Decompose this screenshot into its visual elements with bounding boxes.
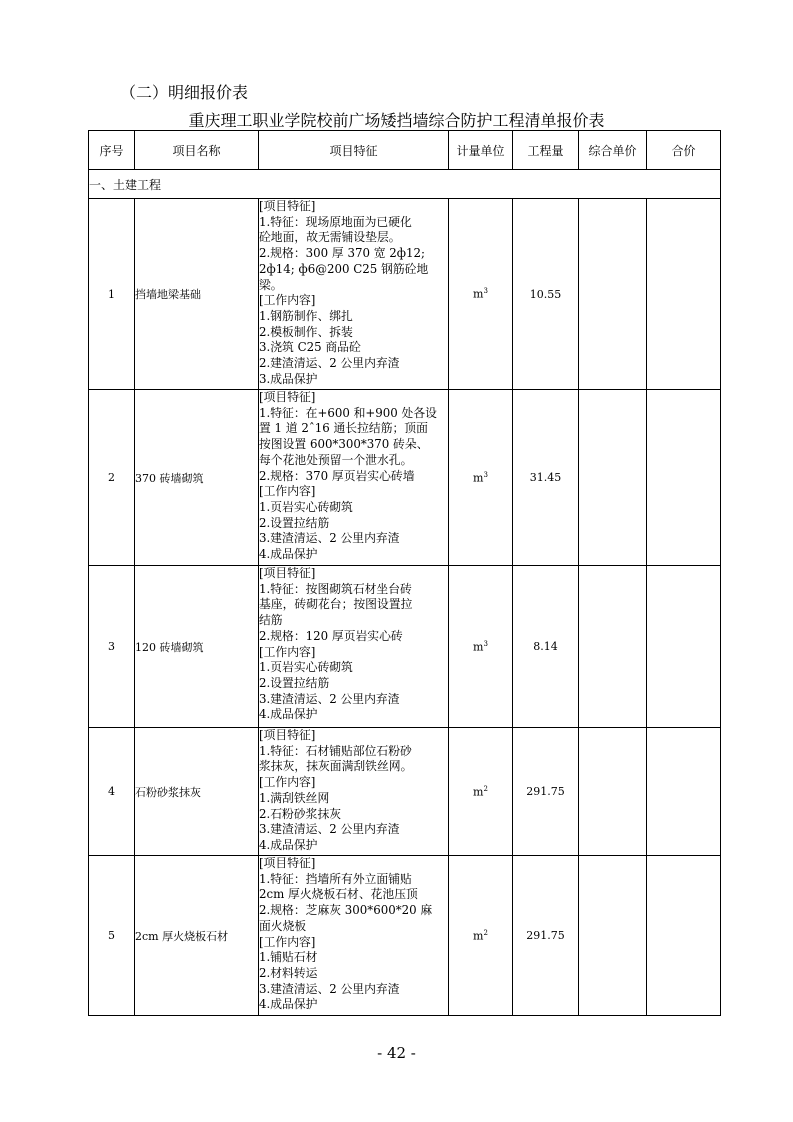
row-qty: 8.14 bbox=[513, 566, 579, 728]
row-unit bbox=[449, 390, 513, 566]
row-qty: 10.55 bbox=[513, 199, 579, 390]
unit-base: m bbox=[473, 785, 484, 799]
feature-line: 2cm 厚火烧板石材、花池压顶 bbox=[259, 887, 418, 902]
section-label: 一、土建工程 bbox=[89, 170, 721, 199]
feature-line: 1.特征：按图砌筑石材坐台砖 bbox=[259, 581, 412, 596]
row-seq: 3 bbox=[89, 566, 135, 728]
feature-line: 2.石粉砂浆抹灰 bbox=[259, 806, 342, 821]
unit-base: m bbox=[473, 640, 484, 654]
document-title: 重庆理工职业学院校前广场矮挡墙综合防护工程清单报价表 bbox=[188, 111, 605, 130]
feature-line: 4.成品保护 bbox=[259, 997, 318, 1012]
feature-line: 3.浇筑 C25 商品砼 bbox=[259, 340, 361, 355]
unit-base: m bbox=[473, 471, 484, 485]
row-feature bbox=[259, 728, 449, 856]
feature-line: 2.模板制作、拆装 bbox=[259, 324, 353, 339]
header-unit-price: 综合单价 bbox=[579, 131, 647, 170]
row-unit bbox=[449, 566, 513, 728]
feature-line: [项目特征] bbox=[259, 390, 316, 404]
feature-line: 1.特征：在+600 和+900 处各设 bbox=[259, 405, 437, 420]
feature-line: 2.规格：300 厚 370 宽 2ф12; bbox=[259, 246, 425, 261]
unit-exponent: 2 bbox=[483, 928, 488, 937]
feature-line: 2.规格：芝麻灰 300*600*20 麻 bbox=[259, 903, 433, 918]
feature-line: 2ф14; ф6@200 C25 钢筋砼地 bbox=[259, 261, 429, 276]
unit-base: m bbox=[473, 287, 484, 301]
table-row bbox=[89, 856, 721, 1016]
feature-line: 浆抹灰，抹灰面满刮铁丝网。 bbox=[259, 759, 413, 774]
row-name: 120 砖墙砌筑 bbox=[135, 566, 259, 728]
row-seq: 1 bbox=[89, 199, 135, 390]
row-total bbox=[647, 728, 721, 856]
table-header-row bbox=[89, 131, 721, 170]
feature-line: 3.成品保护 bbox=[259, 371, 318, 386]
feature-line: [项目特征] bbox=[259, 566, 316, 580]
feature-line: 2.材料转运 bbox=[259, 965, 318, 980]
feature-line: 1.页岩实心砖砌筑 bbox=[259, 499, 353, 514]
row-unit-price bbox=[579, 728, 647, 856]
unit-exponent: 2 bbox=[483, 784, 488, 793]
unit-exponent: 3 bbox=[483, 639, 488, 648]
row-total bbox=[647, 390, 721, 566]
feature-line: 面火烧板 bbox=[259, 918, 307, 933]
feature-line: 置 1 道 2ˆ16 通长拉结筋；顶面 bbox=[259, 421, 428, 436]
row-total bbox=[647, 566, 721, 728]
row-seq: 5 bbox=[89, 856, 135, 1016]
row-unit-price bbox=[579, 856, 647, 1016]
row-seq: 4 bbox=[89, 728, 135, 856]
row-feature bbox=[259, 856, 449, 1016]
row-unit bbox=[449, 199, 513, 390]
feature-line: 3.建渣清运、2 公里内弃渣 bbox=[259, 531, 400, 546]
header-total: 合价 bbox=[647, 131, 721, 170]
table-row bbox=[89, 566, 721, 728]
feature-line: [工作内容] bbox=[259, 644, 316, 659]
feature-line: [项目特征] bbox=[259, 856, 316, 870]
row-qty: 291.75 bbox=[513, 728, 579, 856]
feature-line: 2.建渣清运、2 公里内弃渣 bbox=[259, 356, 400, 371]
feature-line: 2.设置拉结筋 bbox=[259, 515, 330, 530]
section-heading: （二）明细报价表 bbox=[120, 83, 249, 102]
row-total bbox=[647, 856, 721, 1016]
feature-line: 2.规格：120 厚页岩实心砖 bbox=[259, 628, 403, 643]
feature-line: 3.建渣清运、2 公里内弃渣 bbox=[259, 981, 400, 996]
row-feature bbox=[259, 566, 449, 728]
feature-line: [工作内容] bbox=[259, 484, 316, 499]
row-name: 挡墙地梁基础 bbox=[135, 199, 259, 390]
feature-line: [工作内容] bbox=[259, 775, 316, 790]
unit-base: m bbox=[473, 929, 484, 943]
row-name: 370 砖墙砌筑 bbox=[135, 390, 259, 566]
feature-line: 每个花池处预留一个泄水孔。 bbox=[259, 452, 413, 467]
feature-line: [工作内容] bbox=[259, 293, 316, 308]
row-feature bbox=[259, 199, 449, 390]
feature-line: 4.成品保护 bbox=[259, 707, 318, 722]
table-row bbox=[89, 390, 721, 566]
table-row bbox=[89, 199, 721, 390]
header-qty: 工程量 bbox=[513, 131, 579, 170]
feature-line: 1.钢筋制作、绑扎 bbox=[259, 308, 353, 323]
feature-line: 3.建渣清运、2 公里内弃渣 bbox=[259, 822, 400, 837]
unit-exponent: 3 bbox=[483, 470, 488, 479]
row-name: 石粉砂浆抹灰 bbox=[135, 728, 259, 856]
row-unit bbox=[449, 728, 513, 856]
row-unit-price bbox=[579, 390, 647, 566]
feature-line: 1.页岩实心砖砌筑 bbox=[259, 660, 353, 675]
row-total bbox=[647, 199, 721, 390]
header-name: 项目名称 bbox=[135, 131, 259, 170]
header-feature: 项目特征 bbox=[259, 131, 449, 170]
feature-line: [项目特征] bbox=[259, 728, 316, 742]
feature-line: 2.设置拉结筋 bbox=[259, 675, 330, 690]
feature-line: 2.规格：370 厚页岩实心砖墙 bbox=[259, 468, 415, 483]
feature-line: [项目特征] bbox=[259, 199, 316, 213]
row-qty: 31.45 bbox=[513, 390, 579, 566]
table-row bbox=[89, 728, 721, 856]
feature-line: 1.特征：挡墙所有外立面铺贴 bbox=[259, 871, 412, 886]
feature-line: 1.铺贴石材 bbox=[259, 950, 318, 965]
row-unit bbox=[449, 856, 513, 1016]
feature-line: 4.成品保护 bbox=[259, 547, 318, 562]
feature-line: 1.特征：现场原地面为已硬化 bbox=[259, 214, 412, 229]
header-seq: 序号 bbox=[89, 131, 135, 170]
row-qty: 291.75 bbox=[513, 856, 579, 1016]
feature-line: 1.满刮铁丝网 bbox=[259, 790, 330, 805]
unit-exponent: 3 bbox=[483, 287, 488, 296]
row-unit-price bbox=[579, 199, 647, 390]
row-unit-price bbox=[579, 566, 647, 728]
row-seq: 2 bbox=[89, 390, 135, 566]
feature-line: 按图设置 600*300*370 砖朵、 bbox=[259, 437, 429, 452]
feature-line: 梁。 bbox=[259, 277, 283, 292]
feature-line: 结筋 bbox=[259, 613, 283, 628]
section-row bbox=[89, 170, 721, 199]
quotation-table bbox=[88, 130, 721, 1016]
page-number: - 42 - bbox=[377, 1044, 416, 1062]
feature-line: 3.建渣清运、2 公里内弃渣 bbox=[259, 691, 400, 706]
feature-line: [工作内容] bbox=[259, 934, 316, 949]
feature-line: 基座，砖砌花台；按图设置拉 bbox=[259, 597, 413, 612]
header-unit: 计量单位 bbox=[449, 131, 513, 170]
row-feature bbox=[259, 390, 449, 566]
feature-line: 砼地面，故无需铺设垫层。 bbox=[259, 230, 401, 245]
row-name: 2cm 厚火烧板石材 bbox=[135, 856, 259, 1016]
feature-line: 1.特征：石材铺贴部位石粉砂 bbox=[259, 743, 412, 758]
feature-line: 4.成品保护 bbox=[259, 837, 318, 852]
